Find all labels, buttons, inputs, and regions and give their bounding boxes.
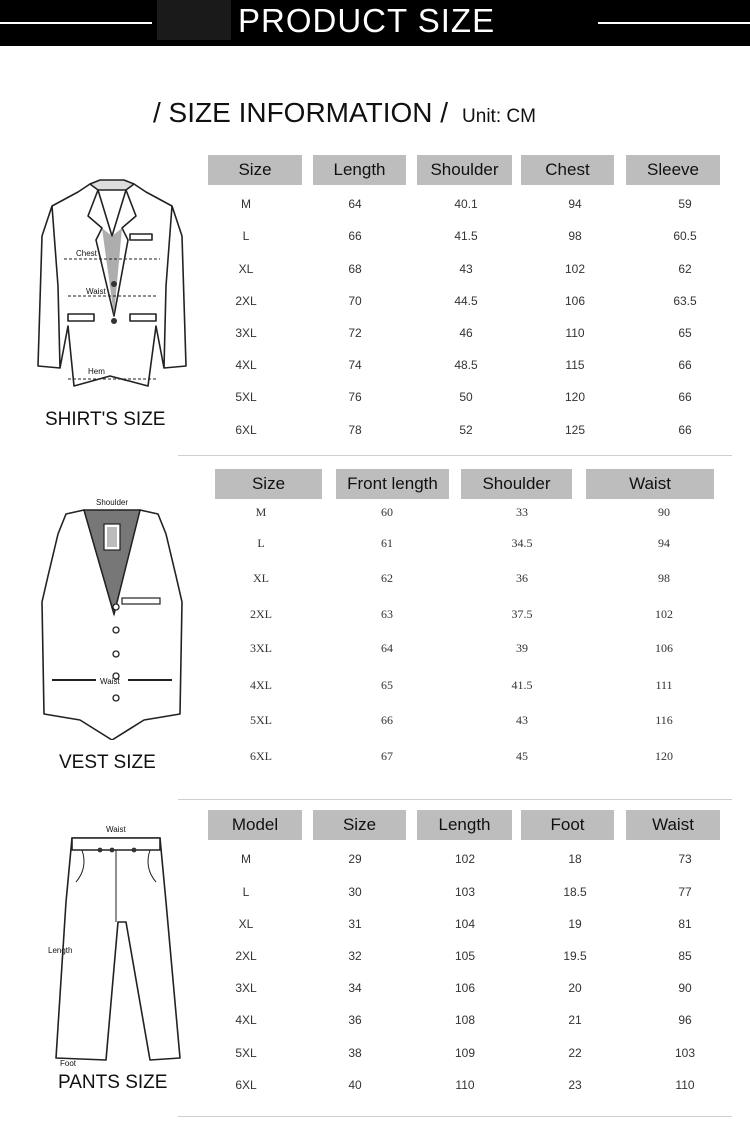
shirt-column-header: Shoulder	[417, 155, 512, 185]
pants-table-cell: M	[241, 852, 251, 866]
vest-table-cell: 5XL	[250, 713, 272, 727]
vest-table-cell: 43	[516, 713, 528, 727]
pants-table-cell: 32	[348, 949, 362, 963]
shirt-table-cell: 74	[348, 358, 362, 372]
vest-table-cell: 60	[381, 505, 393, 519]
pants-table-cell: 34	[348, 981, 362, 995]
shirt-table-cell: 6XL	[235, 423, 257, 437]
vest-size-label: VEST SIZE	[59, 752, 156, 773]
pants-table-cell: 20	[568, 981, 582, 995]
size-information-title: / SIZE INFORMATION /	[153, 97, 449, 128]
shirt-column-header: Sleeve	[626, 155, 720, 185]
pants-table-cell: 109	[454, 1046, 476, 1060]
vest-table-cell: L	[257, 536, 265, 550]
shirt-size-label: SHIRT'S SIZE	[45, 409, 166, 430]
vest-illustration	[36, 494, 191, 740]
pants-table-cell: 19.5	[563, 949, 587, 963]
pants-table-cell: 102	[454, 852, 476, 866]
size-information-heading	[153, 97, 536, 129]
shirt-table-cell: 44.5	[454, 294, 478, 308]
pants-table-cell: L	[242, 885, 250, 899]
shirt-table-cell: 120	[564, 390, 586, 404]
vest-table-cell: 106	[655, 641, 673, 655]
vest-table-cell: XL	[253, 571, 269, 585]
pants-length-diagram-label: Length	[48, 946, 73, 955]
shirt-table-cell: 78	[348, 423, 362, 437]
vest-table-cell: 63	[381, 607, 393, 621]
pants-table-cell: 18	[568, 852, 582, 866]
shirt-table-cell: 98	[568, 229, 582, 243]
vest-table-cell: 62	[381, 571, 393, 585]
pants-table-cell: 3XL	[235, 981, 257, 995]
vest-column-header: Shoulder	[461, 469, 572, 499]
vest-table-cell: 66	[381, 713, 393, 727]
shirt-table-cell: XL	[238, 262, 254, 276]
pants-size-label: PANTS SIZE	[58, 1072, 168, 1093]
shirt-table-cell: 64	[348, 197, 362, 211]
shirt-table-cell: 76	[348, 390, 362, 404]
vest-table-cell: 98	[658, 571, 670, 585]
pants-table-cell: 30	[348, 885, 362, 899]
banner-tab	[157, 0, 231, 40]
shirt-table-cell: 52	[459, 423, 473, 437]
pants-waist-diagram-label: Waist	[106, 825, 126, 834]
shirt-column-header: Size	[208, 155, 302, 185]
pants-table-cell: 106	[454, 981, 476, 995]
pants-table-cell: XL	[238, 917, 254, 931]
pants-table-cell: 19	[568, 917, 582, 931]
shirt-table-cell: 59	[678, 197, 692, 211]
vest-table-cell: 67	[381, 749, 393, 763]
vest-table-cell: 120	[655, 749, 673, 763]
pants-column-header: Foot	[521, 810, 614, 840]
vest-table-cell: 6XL	[250, 749, 272, 763]
vest-table-cell: 45	[516, 749, 528, 763]
pants-table-cell: 21	[568, 1013, 582, 1027]
pants-table-cell: 29	[348, 852, 362, 866]
shirt-table-cell: 70	[348, 294, 362, 308]
shirt-table-cell: 66	[678, 390, 692, 404]
vest-column-header: Size	[215, 469, 322, 499]
shirt-table-cell: 62	[678, 262, 692, 276]
pants-table-cell: 23	[568, 1078, 582, 1092]
page-title: PRODUCT SIZE	[238, 2, 496, 39]
suit-jacket-illustration	[30, 176, 195, 396]
pants-column-header: Length	[417, 810, 512, 840]
shirt-table-cell: 94	[568, 197, 582, 211]
pants-column-header: Size	[313, 810, 406, 840]
pants-table-cell: 85	[678, 949, 692, 963]
shirt-table-cell: 48.5	[454, 358, 478, 372]
shirt-table-cell: 4XL	[235, 358, 257, 372]
vest-table-cell: 41.5	[511, 678, 533, 692]
vest-table-cell: 4XL	[250, 678, 272, 692]
vest-shoulder-diagram-label: Shoulder	[96, 498, 129, 507]
vest-column-header: Front length	[336, 469, 449, 499]
pants-table-cell: 103	[674, 1046, 696, 1060]
pants-table-cell: 40	[348, 1078, 362, 1092]
banner-divider-right	[598, 22, 750, 24]
shirt-table-cell: 50	[459, 390, 473, 404]
shirt-table-cell: 5XL	[235, 390, 257, 404]
shirt-table-cell: 66	[678, 423, 692, 437]
vest-section-divider	[178, 799, 732, 800]
vest-table-cell: 36	[516, 571, 528, 585]
pants-table-cell: 105	[454, 949, 476, 963]
shirt-table-cell: 3XL	[235, 326, 257, 340]
shirt-table-cell: 46	[459, 326, 473, 340]
shirt-table-cell: 65	[678, 326, 692, 340]
pants-table-cell: 36	[348, 1013, 362, 1027]
pants-table-cell: 4XL	[235, 1013, 257, 1027]
shirt-column-header: Length	[313, 155, 406, 185]
vest-column-header: Waist	[586, 469, 714, 499]
shirt-table-cell: 106	[564, 294, 586, 308]
pants-table-cell: 81	[678, 917, 692, 931]
pants-table-cell: 73	[678, 852, 692, 866]
banner-divider-left	[0, 22, 152, 24]
vest-table-cell: 102	[655, 607, 673, 621]
header-banner	[0, 0, 750, 46]
unit-label: Unit: CM	[462, 106, 536, 127]
shirt-table-cell: 102	[564, 262, 586, 276]
vest-table-cell: 39	[516, 641, 528, 655]
shirt-table-cell: 66	[678, 358, 692, 372]
shirt-table-cell: 68	[348, 262, 362, 276]
vest-table-cell: 34.5	[511, 536, 533, 550]
shirt-table-cell: 66	[348, 229, 362, 243]
pants-table-cell: 31	[348, 917, 362, 931]
vest-table-cell: 61	[381, 536, 393, 550]
vest-table-cell: 2XL	[250, 607, 272, 621]
pants-table-cell: 103	[454, 885, 476, 899]
shirt-table-cell: 63.5	[673, 294, 697, 308]
pants-table-cell: 22	[568, 1046, 582, 1060]
shirt-table-cell: 125	[564, 423, 586, 437]
shirt-section-divider	[178, 455, 732, 456]
vest-table-cell: 3XL	[250, 641, 272, 655]
pants-foot-diagram-label: Foot	[60, 1059, 77, 1068]
pants-section-divider	[178, 1116, 732, 1117]
pants-table-cell: 77	[678, 885, 692, 899]
pants-table-cell: 110	[675, 1078, 695, 1092]
waist-diagram-label: Waist	[86, 287, 106, 296]
pants-column-header: Model	[208, 810, 302, 840]
vest-table-cell: 116	[655, 713, 673, 727]
pants-table-cell: 104	[454, 917, 476, 931]
pants-table-cell: 108	[454, 1013, 476, 1027]
vest-table-cell: 65	[381, 678, 393, 692]
pants-column-header: Waist	[626, 810, 720, 840]
shirt-column-header: Chest	[521, 155, 614, 185]
shirt-table-cell: M	[241, 197, 251, 211]
pants-table-cell: 18.5	[563, 885, 587, 899]
vest-table-cell: 33	[516, 505, 528, 519]
vest-waist-diagram-label: Waist	[100, 677, 120, 686]
pants-illustration	[42, 822, 192, 1072]
vest-table-cell: 111	[655, 678, 673, 692]
pants-table-cell: 90	[678, 981, 692, 995]
shirt-table-cell: 40.1	[454, 197, 478, 211]
pants-table-cell: 5XL	[235, 1046, 257, 1060]
vest-table-cell: M	[255, 505, 267, 519]
shirt-table-cell: L	[242, 229, 250, 243]
shirt-table-cell: 110	[565, 326, 585, 340]
shirt-table-cell: 43	[459, 262, 473, 276]
pants-table-cell: 2XL	[235, 949, 257, 963]
hem-diagram-label: Hem	[88, 367, 105, 376]
pants-table-cell: 38	[348, 1046, 362, 1060]
shirt-table-cell: 60.5	[673, 229, 697, 243]
pants-table-cell: 110	[455, 1078, 475, 1092]
vest-table-cell: 94	[658, 536, 670, 550]
shirt-table-cell: 72	[348, 326, 362, 340]
chest-diagram-label: Chest	[76, 249, 97, 258]
shirt-table-cell: 115	[565, 358, 585, 372]
shirt-table-cell: 41.5	[454, 229, 478, 243]
shirt-table-cell: 2XL	[235, 294, 257, 308]
vest-table-cell: 64	[381, 641, 393, 655]
pants-table-cell: 96	[678, 1013, 692, 1027]
vest-table-cell: 90	[658, 505, 670, 519]
pants-table-cell: 6XL	[235, 1078, 257, 1092]
vest-table-cell: 37.5	[511, 607, 533, 621]
